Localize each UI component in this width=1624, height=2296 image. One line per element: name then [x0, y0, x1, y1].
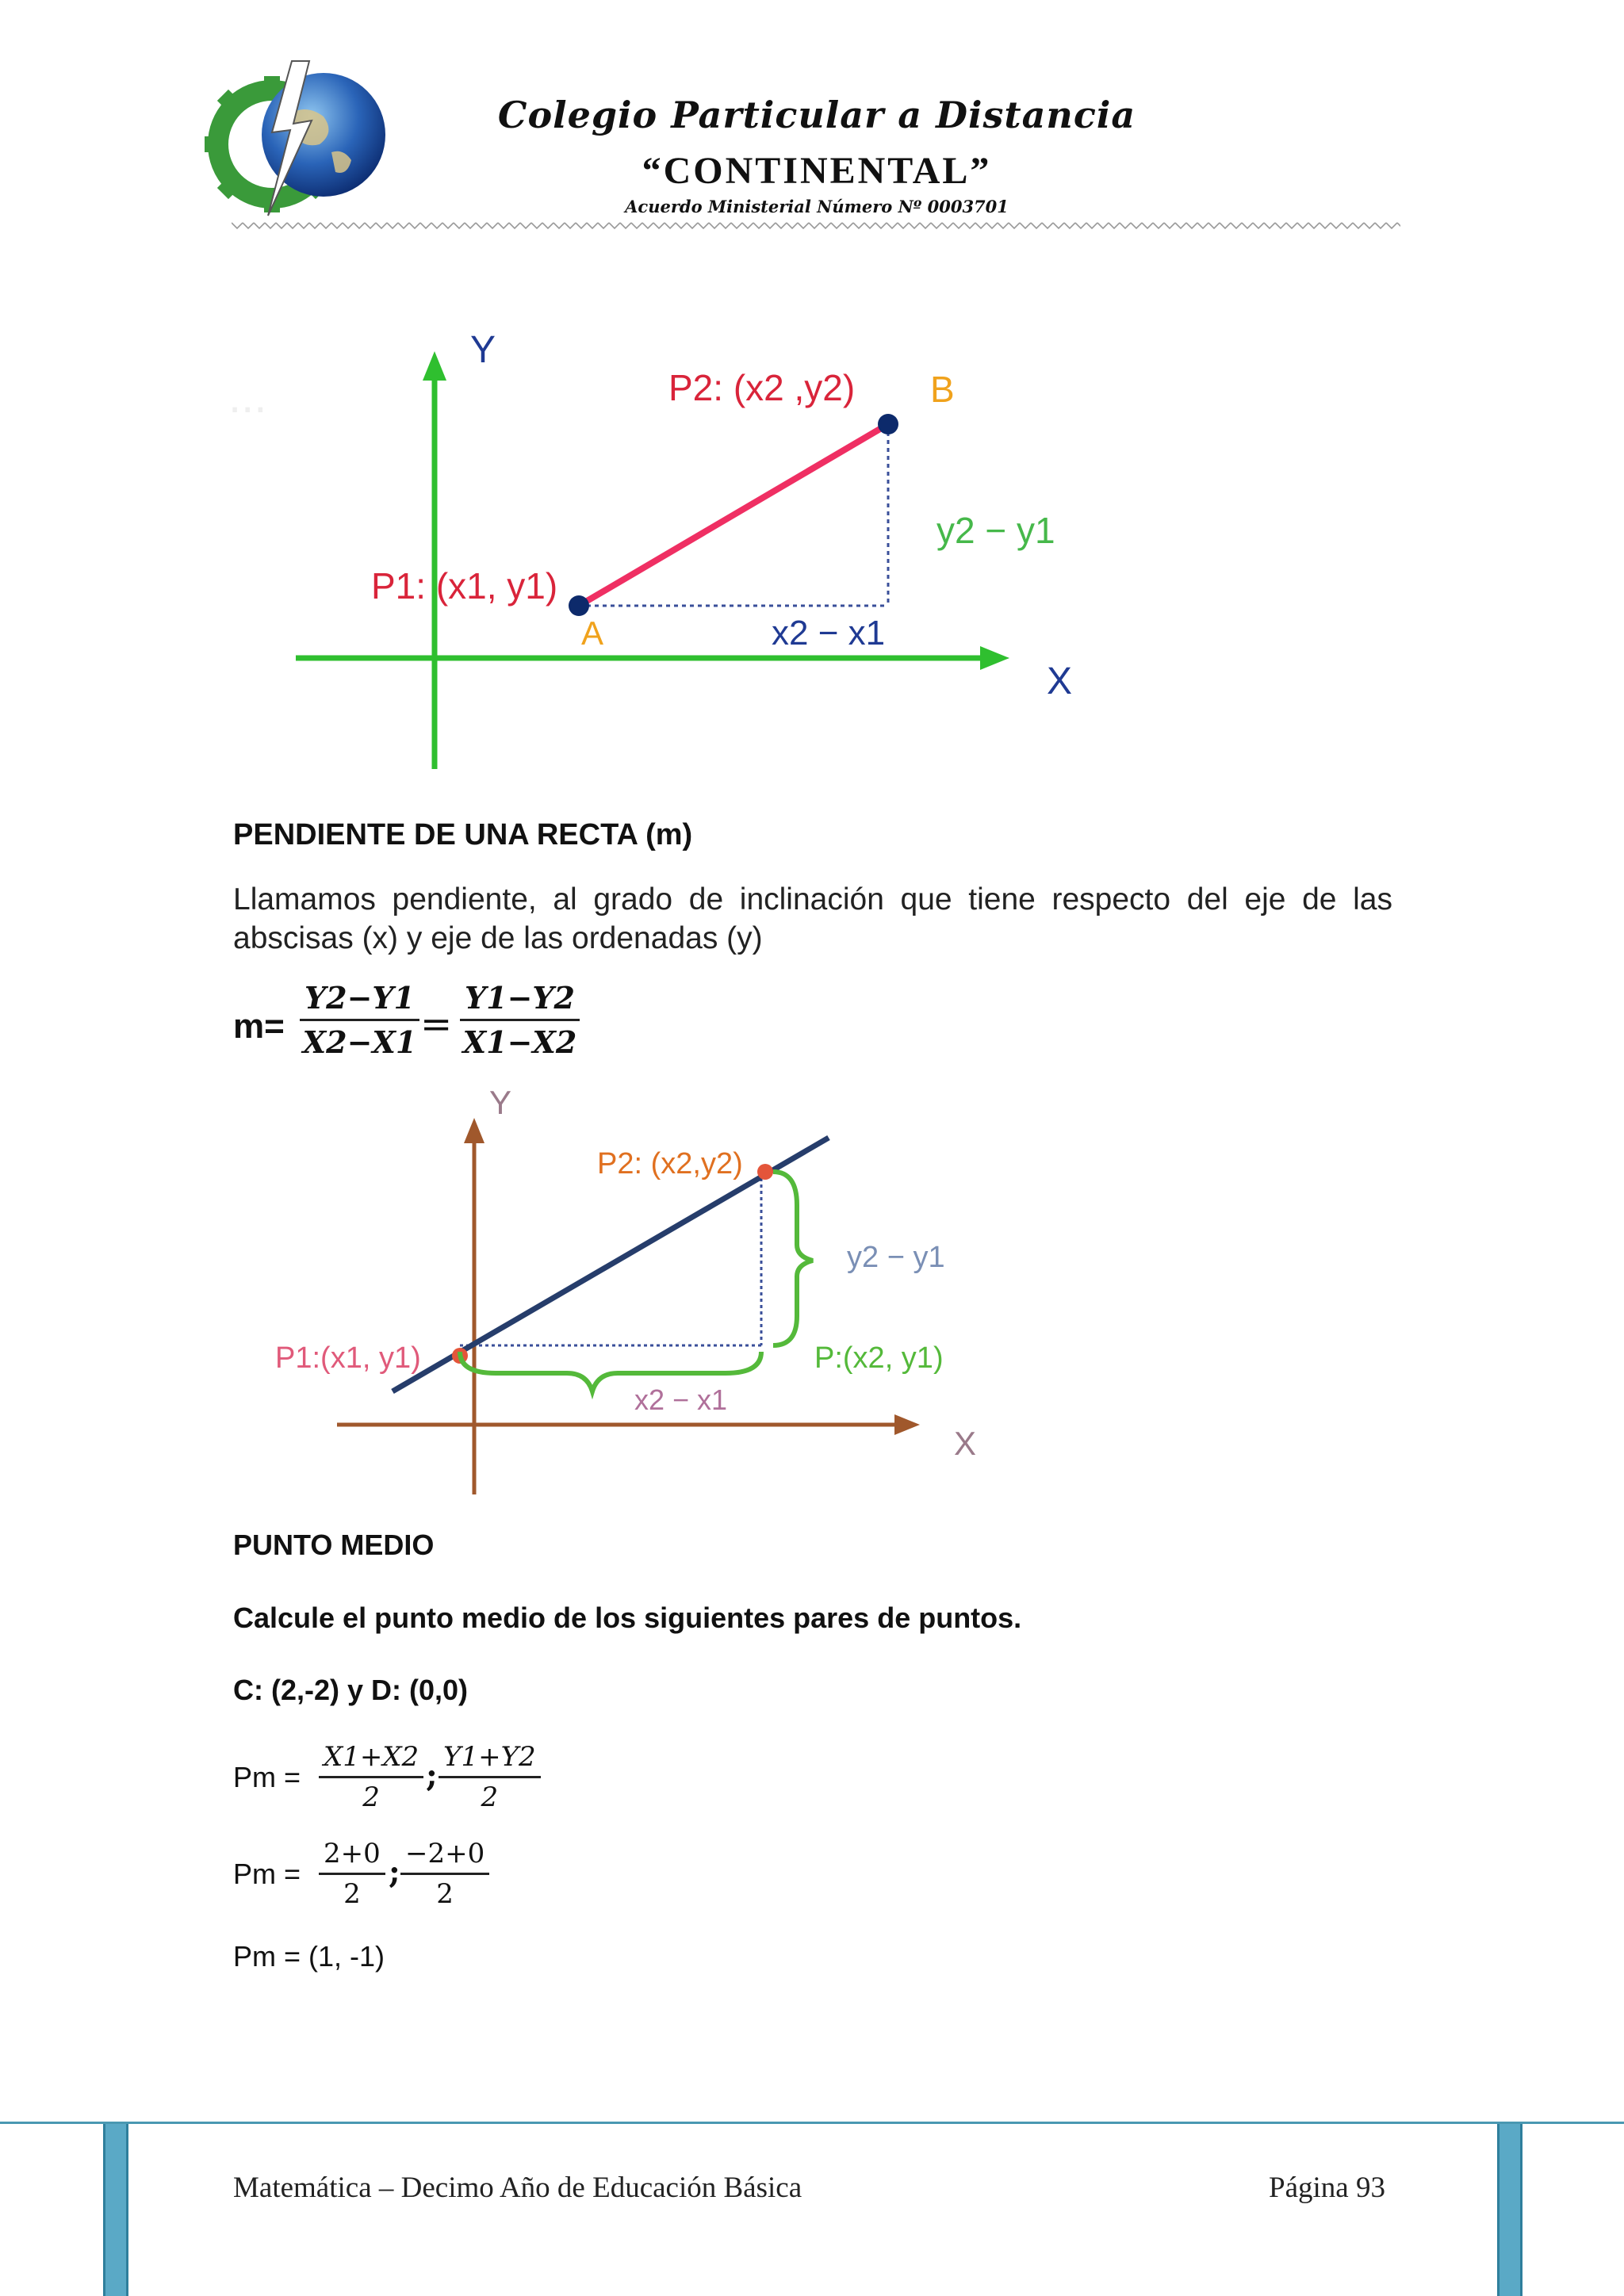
pm-formula-x-numerator: X1+X2 [319, 1741, 423, 1778]
x-axis-label: X [1047, 660, 1073, 702]
dx-label: x2 − x1 [772, 614, 886, 652]
header-divider [232, 220, 1400, 232]
pm-substituted-y-denominator: 2 [436, 1878, 454, 1910]
pm-substituted-x-denominator: 2 [343, 1878, 361, 1910]
pm-formula-x [319, 1741, 423, 1813]
dy-label: y2 − y1 [847, 1241, 945, 1274]
pm-separator-2: ; [389, 1854, 400, 1891]
equals-sign: = [420, 1002, 453, 1047]
p1-label: P1: (x1, y1) [371, 565, 558, 607]
p2-label: P2: (x2,y2) [597, 1147, 743, 1181]
dx-label: x2 − x1 [634, 1383, 728, 1416]
page-number: Página 93 [1269, 2172, 1385, 2204]
pm-formula-x-denominator: 2 [362, 1781, 380, 1813]
pm-substituted-x [319, 1838, 385, 1910]
slope-diagram-2 [266, 1078, 995, 1506]
svg-text:...: ... [228, 371, 267, 423]
slope-heading: PENDIENTE DE UNA RECTA (m) [233, 818, 693, 851]
footer-left-bar [103, 2124, 128, 2296]
slope-fraction-2 [460, 980, 580, 1060]
pm-substituted-y [400, 1838, 489, 1910]
m-label: m= [233, 1007, 285, 1046]
fraction-1-numerator: Y2−Y1 [300, 980, 419, 1021]
slope-fraction-1 [300, 980, 419, 1060]
y-axis-label: Y [489, 1084, 512, 1121]
point-p2 [757, 1164, 773, 1180]
fraction-2-denominator: X1−X2 [462, 1024, 577, 1060]
slope-description: Llamamos pendiente, al grado de inclinación que tiene respecto del eje de las abscisas (x) y eje de las ordenadas (y) [233, 882, 1392, 955]
pm-separator-1: ; [426, 1757, 438, 1794]
pm-substituted-x-numerator: 2+0 [319, 1838, 385, 1875]
p-label: P:(x2, y1) [814, 1341, 944, 1375]
point-a [569, 595, 589, 616]
footer-line [0, 2122, 1624, 2124]
school-logo [205, 57, 395, 224]
pm-formula-y [439, 1741, 541, 1813]
footer-right-bar [1497, 2124, 1522, 2296]
footer-subject: Matemática – Decimo Año de Educación Básica [233, 2172, 802, 2204]
p2-label: P2: (x2 ,y2) [668, 367, 856, 408]
x-axis-label: X [954, 1425, 977, 1462]
midpoint-heading: PUNTO MEDIO [233, 1529, 435, 1561]
b-label: B [930, 369, 955, 410]
pm-result: Pm = (1, -1) [233, 1940, 385, 1973]
pm-label-2: Pm = [233, 1858, 301, 1890]
midpoint-instruction: Calcule el punto medio de los siguientes pares de puntos. [233, 1601, 1022, 1634]
fraction-1-denominator: X2−X1 [302, 1024, 417, 1060]
fraction-2-numerator: Y1−Y2 [460, 980, 580, 1021]
p1-label: P1:(x1, y1) [275, 1341, 421, 1375]
a-label: A [581, 614, 604, 652]
pm-formula-y-numerator: Y1+Y2 [439, 1741, 541, 1778]
school-name: “CONTINENTAL” [642, 150, 992, 192]
y-axis-label: Y [470, 329, 496, 371]
point-b [878, 414, 898, 434]
pm-label-1: Pm = [233, 1761, 301, 1793]
pm-substituted-y-numerator: −2+0 [400, 1838, 489, 1875]
school-title: Colegio Particular a Distancia [497, 94, 1136, 136]
points-cd: C: (2,-2) y D: (0,0) [233, 1674, 469, 1706]
pm-formula-y-denominator: 2 [481, 1781, 499, 1813]
dy-label: y2 − y1 [936, 510, 1055, 551]
ministerial-agreement: Acuerdo Ministerial Número Nº 0003701 [625, 197, 1009, 216]
slope-diagram-1 [228, 313, 1116, 781]
